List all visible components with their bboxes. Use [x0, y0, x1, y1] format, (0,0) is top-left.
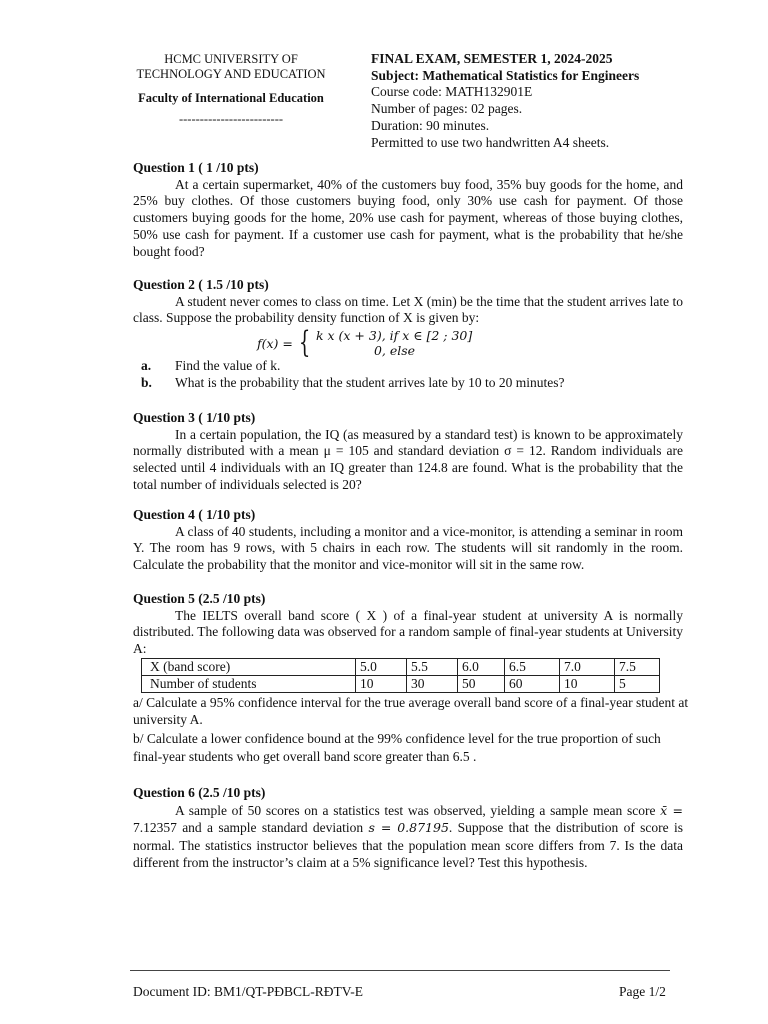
university-name-line2: TECHNOLOGY AND EDUCATION — [136, 67, 326, 81]
part-a-text: Find the value of k. — [175, 358, 281, 374]
page-number: Page 1/2 — [619, 984, 666, 999]
formula-cases — [316, 328, 472, 358]
table-cell: 7.5 — [615, 658, 660, 675]
question-2-title: Question 2 ( 1.5 /10 pts) — [133, 277, 269, 292]
table-cell: 5.0 — [356, 658, 407, 675]
question-4 — [133, 507, 683, 574]
band-score-table — [141, 658, 660, 693]
question-6-text — [133, 802, 683, 872]
question-5-title: Question 5 (2.5 /10 pts) — [133, 591, 266, 606]
permitted-materials: Permitted to use two handwritten A4 sheets. — [371, 134, 610, 150]
question-1 — [133, 160, 683, 260]
page-count: Number of pages: 02 pages. — [371, 101, 523, 117]
table-cell: 30 — [407, 675, 458, 692]
question-5-text: The IELTS overall band score ( X ) of a final-year student at university A is normally distributed. The following data was observed for a random sample of final-year students at University A: — [133, 607, 683, 657]
question-2-parts — [133, 358, 683, 391]
table-cell: 50 — [458, 675, 505, 692]
question-3-title: Question 3 ( 1/10 pts) — [133, 410, 256, 425]
university-name-line1: HCMC UNIVERSITY OF — [164, 52, 298, 66]
course-code: Course code: MATH132901E — [371, 84, 533, 100]
table-row — [142, 675, 660, 692]
table-cell: 5.5 — [407, 658, 458, 675]
footer-divider — [130, 970, 670, 971]
pdf-formula — [257, 325, 683, 361]
question-1-title: Question 1 ( 1 /10 pts) — [133, 160, 259, 175]
question-2-part-b — [133, 375, 683, 392]
institution-block — [128, 52, 334, 127]
document-id: Document ID: BM1/QT-PĐBCL-RĐTV-E — [133, 984, 364, 999]
question-6-title: Question 6 (2.5 /10 pts) — [133, 785, 266, 800]
question-3 — [133, 410, 683, 494]
table-cell: 7.0 — [560, 658, 615, 675]
exam-title: FINAL EXAM, SEMESTER 1, 2024-2025 — [371, 51, 613, 66]
question-5-part-b: b/ Calculate a lower confidence bound at the 99% confidence level for the true proportion of such final-year students who get overall band score greater than 6.5 . — [133, 731, 661, 765]
question-6-text-part3: . Suppose that the distribution of score is normal. The statistics instructor believes that the population mean score differs from 7. Is the data different from the instructor’s claim at a 5% significance level? Test this hypothesis. — [133, 820, 683, 870]
table-row-label: X (band score) — [142, 658, 356, 675]
table-cell: 5 — [615, 675, 660, 692]
sample-sd-expression: s = 0.87195 — [368, 820, 449, 835]
table-row-label: Number of students — [142, 675, 356, 692]
question-3-text: In a certain population, the IQ (as measured by a standard test) is known to be approximately normally distributed with a mean μ = 105 and standard deviation σ = 12. Random individuals are selected until 4 individuals with an IQ greater than 124.8 are found. What is the probability that the total number of individuals selected is 20? — [133, 426, 683, 492]
exam-duration: Duration: 90 minutes. — [371, 117, 490, 133]
table-cell: 10 — [560, 675, 615, 692]
exam-info-block — [371, 51, 711, 151]
question-5-part-a: a/ Calculate a 95% confidence interval for the true average overall band score of a final-year student at university A. — [133, 694, 689, 727]
part-b-marker: b. — [141, 374, 152, 390]
question-1-text: At a certain supermarket, 40% of the customers buy food, 35% buy goods for the home, and 25% buy clothes. Of those customers buying food, only 30% use cash for payment. Of those customers buying goods for the home, 20% use cash for payment, whereas of those buying clothes, 50% use cash for payment. If a customer use cash for payment, what is the probability that he/she bought food? — [133, 176, 683, 259]
formula-lhs: f(x) = — [257, 335, 293, 351]
question-6-text-part2: 7.12357 and a sample standard deviation — [133, 820, 369, 835]
table-cell: 60 — [505, 675, 560, 692]
question-5 — [133, 591, 689, 766]
table-cell: 10 — [356, 675, 407, 692]
question-2-text: A student never comes to class on time. Let X (min) be the time that the student arrives late to class. Suppose the probability density function of X is given by: — [133, 293, 683, 326]
part-a-marker: a. — [141, 358, 152, 374]
question-4-title: Question 4 ( 1/10 pts) — [133, 507, 256, 522]
exam-subject: Subject: Mathematical Statistics for Engineers — [371, 67, 640, 83]
formula-brace: { — [298, 325, 311, 361]
table-cell: 6.5 — [505, 658, 560, 675]
faculty-name: Faculty of International Education — [138, 91, 324, 105]
question-2-part-a — [133, 358, 683, 375]
header-separator: ------------------------- — [178, 112, 284, 126]
question-6-text-part1: A sample of 50 scores on a statistics test was observed, yielding a sample mean score — [175, 802, 661, 818]
sample-mean-symbol: x̄ = — [660, 802, 683, 818]
table-cell: 6.0 — [458, 658, 505, 675]
formula-case-2: 0, else — [373, 343, 416, 359]
table-row — [142, 658, 660, 675]
question-4-text: A class of 40 students, including a monitor and a vice-monitor, is attending a seminar in room Y. The room has 9 rows, with 5 chairs in each row. The students will sit randomly in the room. Calculate the probability that the monitor and vice-monitor will sit in the same row. — [133, 523, 683, 573]
part-b-text: What is the probability that the student arrives late by 10 to 20 minutes? — [175, 374, 565, 390]
formula-case-1: k x (x + 3), if x ∈ [2 ; 30] — [315, 328, 473, 344]
question-6 — [133, 784, 683, 872]
question-2 — [133, 277, 683, 392]
